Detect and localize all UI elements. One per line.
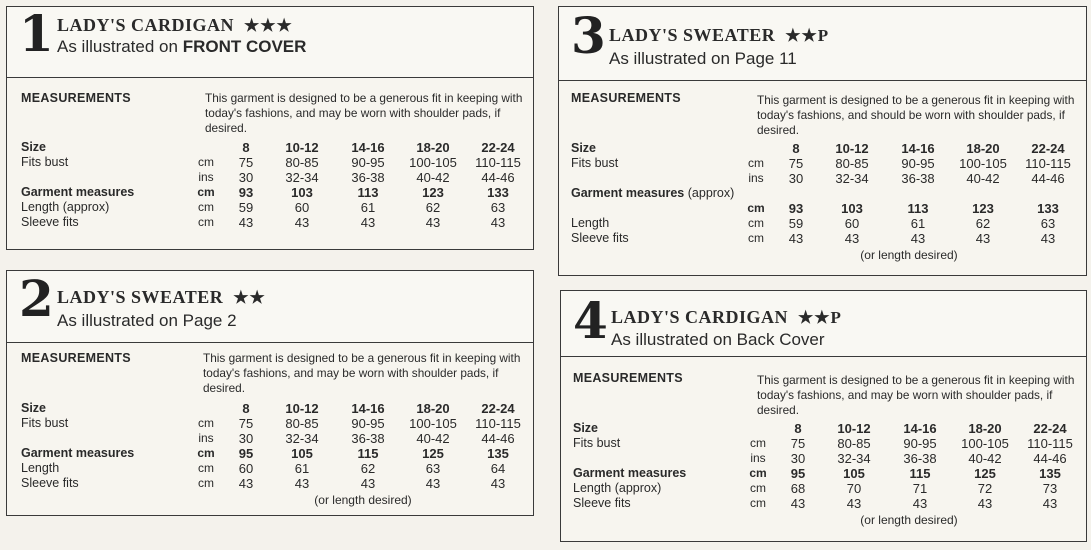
size-cell: 18-20 — [416, 401, 450, 416]
difficulty-stars: ★★P — [798, 308, 842, 327]
bust-cm-cell: 80-85 — [285, 155, 319, 170]
length-cell: 59 — [238, 200, 254, 215]
size-cell: 22-24 — [481, 140, 515, 155]
fit-description: This garment is designed to be a generous fit in keeping with today's fashions, and should be worn with shoulder pads, if desired. — [757, 93, 1075, 137]
garment-cell: 93 — [788, 201, 804, 216]
size-cell: 10-12 — [285, 401, 319, 416]
bust-ins-cell: 44-46 — [481, 431, 515, 446]
bust-cm-cell: 110-115 — [1025, 156, 1071, 171]
sleeve-row — [571, 231, 1081, 246]
bust-cm-cell: 75 — [790, 436, 806, 451]
length-row — [571, 216, 1081, 231]
garment-cell: 115 — [909, 466, 931, 481]
garment-cell: 93 — [238, 185, 254, 200]
size-cell: 10-12 — [835, 141, 869, 156]
size-row — [21, 140, 531, 155]
size-cell: 8 — [792, 141, 800, 156]
size-label: Size — [21, 140, 47, 154]
sleeve-cell: 43 — [238, 476, 254, 491]
card-header — [7, 7, 533, 78]
bust-cm-row — [573, 436, 1083, 451]
bust-ins-cell: 40-42 — [416, 170, 450, 185]
title-text: LADY'S SWEATER — [609, 25, 776, 45]
garment-row — [573, 466, 1083, 481]
unit-label: cm — [748, 156, 764, 170]
pattern-number: 3 — [571, 6, 606, 65]
pattern-title — [609, 25, 829, 46]
garment-cell: 133 — [1037, 201, 1059, 216]
size-row — [571, 141, 1081, 156]
measurements-heading: MEASUREMENTS — [573, 371, 683, 385]
bust-cm-cell: 80-85 — [285, 416, 319, 431]
unit-label: cm — [198, 461, 214, 475]
garment-cell: 105 — [291, 446, 313, 461]
length-cell: 71 — [912, 481, 928, 496]
garment-cell: 115 — [357, 446, 379, 461]
bust-ins-cell: 36-38 — [351, 170, 385, 185]
bust-ins-cell: 36-38 — [901, 171, 935, 186]
length-cell: 73 — [1042, 481, 1058, 496]
unit-label: ins — [198, 170, 214, 184]
length-cell: 64 — [490, 461, 506, 476]
garment-row — [21, 446, 531, 461]
unit-label: cm — [198, 416, 214, 430]
sleeve-cell: 43 — [790, 496, 806, 511]
bust-ins-row — [21, 170, 531, 185]
sleeve-cell: 43 — [910, 231, 926, 246]
sleeve-cell: 43 — [238, 215, 254, 230]
garment-cell: 133 — [487, 185, 509, 200]
bust-cm-cell: 80-85 — [835, 156, 869, 171]
unit-label: cm — [750, 481, 766, 495]
garment-cell: 95 — [238, 446, 254, 461]
size-cell: 14-16 — [351, 140, 385, 155]
bust-ins-cell: 40-42 — [968, 451, 1002, 466]
title-text: LADY'S CARDIGAN — [57, 15, 235, 35]
size-cell: 8 — [794, 421, 802, 436]
garment-cell: 113 — [907, 201, 929, 216]
bust-ins-cell: 44-46 — [1033, 451, 1067, 466]
unit-label: cm — [750, 436, 766, 450]
garment-cell: 103 — [291, 185, 313, 200]
bust-cm-cell: 90-95 — [351, 155, 385, 170]
fit-description: This garment is designed to be a generous fit in keeping with today's fashions, and may be worn with shoulder pads, if desired. — [757, 373, 1075, 417]
length-note: (or length desired) — [860, 248, 958, 262]
sleeve-cell: 43 — [912, 496, 928, 511]
length-cell: 62 — [360, 461, 376, 476]
bust-cm-cell: 90-95 — [901, 156, 935, 171]
sleeve-cell: 43 — [846, 496, 862, 511]
measurements-table — [21, 140, 531, 230]
bust-ins-cell: 32-34 — [285, 170, 319, 185]
garment-measures-label: Garment measures — [21, 185, 135, 199]
bust-ins-cell: 32-34 — [285, 431, 319, 446]
sleeve-cell: 43 — [294, 476, 310, 491]
length-cell: 63 — [1040, 216, 1056, 231]
measurements-heading: MEASUREMENTS — [21, 351, 131, 365]
sleeve-cell: 43 — [490, 476, 506, 491]
garment-row — [571, 201, 1081, 216]
length-cell: 62 — [975, 216, 991, 231]
size-cell: 8 — [242, 140, 250, 155]
size-cell: 8 — [242, 401, 250, 416]
garment-measures-label — [571, 186, 1081, 201]
garment-cell: 135 — [487, 446, 509, 461]
bust-cm-cell: 80-85 — [837, 436, 871, 451]
size-label: Size — [571, 141, 597, 155]
garment-cell: 125 — [974, 466, 996, 481]
pattern-card-1 — [6, 6, 534, 250]
bust-cm-cell: 90-95 — [351, 416, 385, 431]
pattern-subtitle — [57, 37, 306, 57]
difficulty-stars: ★★P — [785, 26, 830, 45]
length-cell: 72 — [977, 481, 993, 496]
garment-cell: 103 — [841, 201, 863, 216]
bust-ins-cell: 30 — [788, 171, 804, 186]
size-cell: 22-24 — [1033, 421, 1067, 436]
sleeve-cell: 43 — [360, 215, 376, 230]
length-cell: 61 — [360, 200, 376, 215]
unit-label: cm — [197, 446, 215, 460]
bust-ins-cell: 30 — [238, 170, 254, 185]
length-note: (or length desired) — [860, 513, 958, 527]
garment-cell: 105 — [843, 466, 865, 481]
unit-label: cm — [198, 215, 214, 229]
length-label: Length — [21, 461, 60, 475]
fit-description: This garment is designed to be a generous fit in keeping with today's fashions, and may be worn with shoulder pads, if desired. — [205, 91, 523, 135]
garment-measures-text: Garment measures — [571, 186, 685, 200]
size-cell: 22-24 — [481, 401, 515, 416]
size-cell: 14-16 — [351, 401, 385, 416]
length-cell: 60 — [238, 461, 254, 476]
measurements-table — [573, 421, 1083, 511]
sleeve-row — [573, 496, 1083, 511]
length-row — [21, 200, 531, 215]
garment-cell: 113 — [357, 185, 379, 200]
card-header — [7, 271, 533, 343]
pattern-title — [57, 287, 266, 308]
size-cell: 14-16 — [901, 141, 935, 156]
bust-cm-cell: 110-115 — [475, 416, 521, 431]
length-cell: 59 — [788, 216, 804, 231]
measurements-heading: MEASUREMENTS — [21, 91, 131, 105]
bust-ins-cell: 40-42 — [416, 431, 450, 446]
length-cell: 60 — [294, 200, 310, 215]
length-label: Length — [571, 216, 610, 230]
fits-bust-label: Fits bust — [21, 155, 69, 169]
unit-label: cm — [197, 185, 215, 199]
bust-ins-cell: 40-42 — [966, 171, 1000, 186]
length-note: (or length desired) — [314, 493, 412, 507]
garment-cell: 125 — [422, 446, 444, 461]
pattern-title — [57, 15, 293, 36]
subtitle-text: As illustrated on — [57, 37, 183, 56]
unit-label: cm — [198, 155, 214, 169]
length-cell: 68 — [790, 481, 806, 496]
pattern-card-2 — [6, 270, 534, 516]
bust-ins-cell: 44-46 — [1031, 171, 1065, 186]
measurements-table — [21, 401, 531, 491]
unit-label: cm — [747, 201, 765, 215]
fits-bust-label: Fits bust — [573, 436, 621, 450]
length-row — [573, 481, 1083, 496]
fits-bust-label: Fits bust — [571, 156, 619, 170]
size-cell: 18-20 — [968, 421, 1002, 436]
bust-cm-cell: 100-105 — [409, 155, 457, 170]
bust-cm-cell: 100-105 — [961, 436, 1009, 451]
pattern-number: 4 — [573, 291, 608, 350]
pattern-number: 2 — [19, 270, 54, 328]
length-cell: 61 — [910, 216, 926, 231]
sleeve-cell: 43 — [294, 215, 310, 230]
bust-ins-cell: 36-38 — [903, 451, 937, 466]
garment-row — [21, 185, 531, 200]
garment-cell: 95 — [790, 466, 806, 481]
length-cell: 70 — [846, 481, 862, 496]
bust-ins-cell: 32-34 — [835, 171, 869, 186]
pattern-card-3 — [558, 6, 1087, 276]
bust-cm-cell: 100-105 — [959, 156, 1007, 171]
size-cell: 10-12 — [837, 421, 871, 436]
bust-ins-row — [573, 451, 1083, 466]
card-header — [561, 291, 1086, 357]
pattern-number: 1 — [19, 6, 54, 63]
length-cell: 63 — [425, 461, 441, 476]
unit-label: cm — [750, 496, 766, 510]
size-cell: 18-20 — [966, 141, 1000, 156]
difficulty-stars: ★★ — [233, 288, 266, 307]
sleeve-row — [21, 476, 531, 491]
bust-cm-row — [571, 156, 1081, 171]
length-label: Length (approx) — [573, 481, 662, 495]
subtitle-text: As illustrated on Page 11 — [609, 49, 797, 68]
sleeve-cell: 43 — [788, 231, 804, 246]
bust-cm-row — [21, 155, 531, 170]
bust-ins-cell: 30 — [790, 451, 806, 466]
unit-label: ins — [198, 431, 214, 445]
unit-label: cm — [748, 216, 764, 230]
sleeve-cell: 43 — [975, 231, 991, 246]
sleeve-cell: 43 — [1042, 496, 1058, 511]
garment-cell: 123 — [972, 201, 994, 216]
bust-cm-cell: 100-105 — [409, 416, 457, 431]
garment-measures-label: Garment measures — [21, 446, 135, 460]
garment-label-row — [571, 186, 1081, 201]
unit-label: cm — [198, 200, 214, 214]
length-cell: 60 — [844, 216, 860, 231]
unit-label: cm — [198, 476, 214, 490]
length-cell: 62 — [425, 200, 441, 215]
length-cell: 61 — [294, 461, 310, 476]
bust-ins-cell: 44-46 — [481, 170, 515, 185]
unit-label: cm — [749, 466, 767, 480]
pattern-subtitle — [57, 311, 237, 331]
garment-measures-label: Garment measures — [573, 466, 687, 480]
sleeve-label: Sleeve fits — [21, 215, 79, 229]
unit-label: cm — [748, 231, 764, 245]
bust-ins-row — [571, 171, 1081, 186]
sleeve-row — [21, 215, 531, 230]
subtitle-text: As illustrated on Page 2 — [57, 311, 237, 330]
pattern-subtitle — [611, 330, 825, 350]
sleeve-cell: 43 — [360, 476, 376, 491]
pattern-title — [611, 307, 842, 328]
size-cell: 18-20 — [416, 140, 450, 155]
pattern-card-4 — [560, 290, 1087, 542]
subtitle-emphasis: FRONT COVER — [182, 37, 307, 56]
size-cell: 10-12 — [285, 140, 319, 155]
title-text: LADY'S CARDIGAN — [611, 307, 789, 327]
unit-label: ins — [748, 171, 764, 185]
sleeve-label: Sleeve fits — [573, 496, 631, 510]
sleeve-cell: 43 — [425, 215, 441, 230]
difficulty-stars: ★★★ — [244, 16, 293, 35]
card-header — [559, 7, 1086, 81]
subtitle-text: As illustrated on Back Cover — [611, 330, 825, 349]
title-text: LADY'S SWEATER — [57, 287, 224, 307]
length-label: Length (approx) — [21, 200, 110, 214]
bust-ins-cell: 32-34 — [837, 451, 871, 466]
length-cell: 63 — [490, 200, 506, 215]
bust-cm-cell: 75 — [238, 155, 254, 170]
size-cell: 14-16 — [903, 421, 937, 436]
garment-measures-suffix: (approx) — [687, 186, 735, 200]
bust-cm-cell: 75 — [238, 416, 254, 431]
bust-ins-row — [21, 431, 531, 446]
sleeve-cell: 43 — [844, 231, 860, 246]
bust-cm-cell: 90-95 — [903, 436, 937, 451]
pattern-subtitle — [609, 49, 797, 69]
size-label: Size — [573, 421, 599, 435]
bust-cm-cell: 75 — [788, 156, 804, 171]
sleeve-cell: 43 — [425, 476, 441, 491]
garment-cell: 135 — [1039, 466, 1061, 481]
bust-cm-row — [21, 416, 531, 431]
sleeve-label: Sleeve fits — [21, 476, 79, 490]
bust-ins-cell: 30 — [238, 431, 254, 446]
size-row — [573, 421, 1083, 436]
fit-description: This garment is designed to be a generous fit in keeping with today's fashions, and may be worn with shoulder pads, if desired. — [203, 351, 521, 395]
sleeve-label: Sleeve fits — [571, 231, 629, 245]
size-row — [21, 401, 531, 416]
fits-bust-label: Fits bust — [21, 416, 69, 430]
sleeve-cell: 43 — [490, 215, 506, 230]
measurements-heading: MEASUREMENTS — [571, 91, 681, 105]
bust-ins-cell: 36-38 — [351, 431, 385, 446]
measurements-table — [571, 141, 1081, 246]
sleeve-cell: 43 — [1040, 231, 1056, 246]
garment-cell: 123 — [422, 185, 444, 200]
bust-cm-cell: 110-115 — [1027, 436, 1073, 451]
length-row — [21, 461, 531, 476]
size-cell: 22-24 — [1031, 141, 1065, 156]
bust-cm-cell: 110-115 — [475, 155, 521, 170]
unit-label: ins — [750, 451, 766, 465]
sleeve-cell: 43 — [977, 496, 993, 511]
size-label: Size — [21, 401, 47, 415]
